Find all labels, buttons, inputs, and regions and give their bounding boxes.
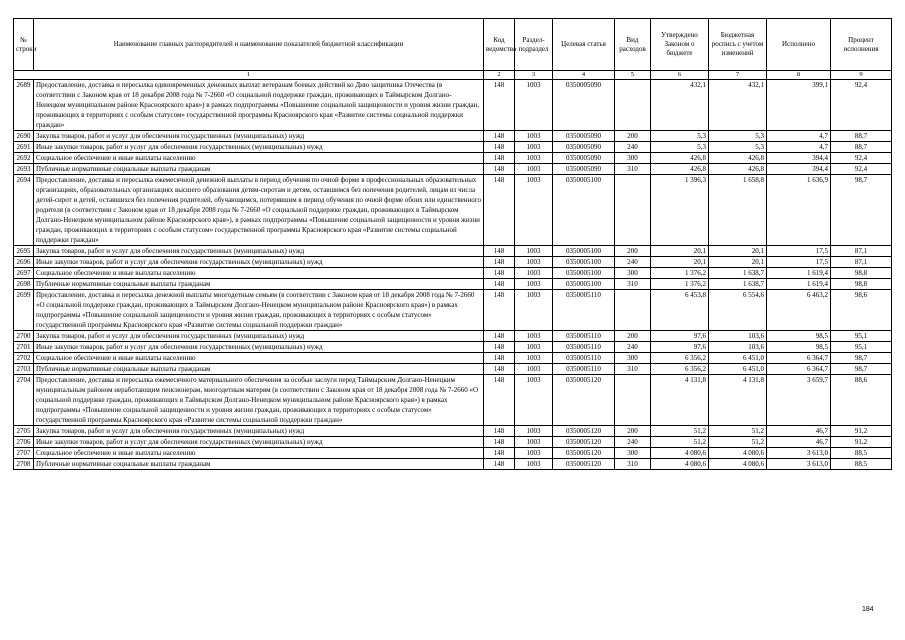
row-name-cell: Предоставление, доставка и пересылка денежной выплаты многодетным семьям (в соответствии с Законом края от 18 декабря 2008 года № 7-2660 «О социальной поддержке граждан, проживающих в Таймырском Долгано-Ненецком муниципальном районе Красноярского края») в рамках подпрограммы «Повышение социальной защищенности и уровня жизни граждан, проживающих в территориях с особым статусом» государственной программы Красноярского края «Развитие системы социальной поддержки граждан» — [34, 290, 484, 331]
expense-type-cell — [615, 80, 651, 131]
row-name-cell: Закупка товаров, работ и услуг для обеспечения государственных (муниципальных) нужд — [34, 331, 484, 342]
percent-cell: 88,6 — [831, 375, 892, 426]
budget-list-amount-cell: 4 080,6 — [709, 459, 767, 470]
percent-cell: 92,4 — [831, 153, 892, 164]
expense-type-cell: 300 — [615, 153, 651, 164]
target-article-cell: 0350005120 — [553, 426, 615, 437]
row-name-cell: Иные закупки товаров, работ и услуг для обеспечения государственных (муниципальных) нужд — [34, 342, 484, 353]
percent-cell: 91,2 — [831, 426, 892, 437]
row-name-cell: Публичные нормативные социальные выплаты гражданам — [34, 459, 484, 470]
target-article-cell: 0350005110 — [553, 342, 615, 353]
section-cell: 1003 — [515, 290, 553, 331]
page-number: 184 — [862, 606, 874, 613]
section-cell: 1003 — [515, 353, 553, 364]
ministry-code-cell: 148 — [484, 268, 515, 279]
table-row — [14, 175, 892, 246]
target-article-cell: 0350005090 — [553, 153, 615, 164]
target-article-cell: 0350005100 — [553, 246, 615, 257]
section-cell: 1003 — [515, 164, 553, 175]
executed-amount-cell: 6 364,7 — [767, 353, 831, 364]
section-cell: 1003 — [515, 342, 553, 353]
table-row — [14, 459, 892, 470]
executed-amount-cell: 17,5 — [767, 246, 831, 257]
section-cell: 1003 — [515, 279, 553, 290]
expense-type-cell: 300 — [615, 268, 651, 279]
approved-amount-cell: 97,6 — [651, 331, 709, 342]
budget-list-amount-cell: 5,3 — [709, 142, 767, 153]
expense-type-cell: 310 — [615, 364, 651, 375]
ministry-code-cell: 148 — [484, 353, 515, 364]
budget-list-amount-cell: 20,1 — [709, 257, 767, 268]
approved-amount-cell: 426,8 — [651, 153, 709, 164]
approved-amount-cell: 6 356,2 — [651, 353, 709, 364]
budget-list-amount-cell: 6 451,0 — [709, 353, 767, 364]
column-number: 7 — [709, 71, 767, 80]
budget-list-amount-cell: 1 658,8 — [709, 175, 767, 246]
table-row — [14, 268, 892, 279]
table-row — [14, 437, 892, 448]
expense-type-cell: 200 — [615, 131, 651, 142]
executed-amount-cell: 6 364,7 — [767, 364, 831, 375]
percent-cell: 91,2 — [831, 437, 892, 448]
expense-type-cell: 310 — [615, 164, 651, 175]
budget-list-amount-cell: 6 554,6 — [709, 290, 767, 331]
ministry-code-cell: 148 — [484, 426, 515, 437]
expense-type-cell — [615, 375, 651, 426]
section-cell: 1003 — [515, 257, 553, 268]
target-article-cell: 0350005110 — [553, 364, 615, 375]
row-name-cell: Иные закупки товаров, работ и услуг для обеспечения государственных (муниципальных) нужд — [34, 437, 484, 448]
header-section: Раздел-подраздел — [515, 19, 553, 71]
section-cell: 1003 — [515, 459, 553, 470]
budget-list-amount-cell: 426,8 — [709, 164, 767, 175]
percent-cell: 98,6 — [831, 290, 892, 331]
section-cell: 1003 — [515, 153, 553, 164]
expense-type-cell: 240 — [615, 342, 651, 353]
budget-list-amount-cell: 432,1 — [709, 80, 767, 131]
row-number-cell: 2705 — [14, 426, 34, 437]
row-number-cell: 2704 — [14, 375, 34, 426]
expense-type-cell: 200 — [615, 246, 651, 257]
executed-amount-cell: 4,7 — [767, 131, 831, 142]
budget-list-amount-cell: 1 638,7 — [709, 279, 767, 290]
ministry-code-cell: 148 — [484, 437, 515, 448]
table-row — [14, 153, 892, 164]
section-cell: 1003 — [515, 268, 553, 279]
row-number-cell: 2701 — [14, 342, 34, 353]
executed-amount-cell: 46,7 — [767, 426, 831, 437]
budget-list-amount-cell: 20,1 — [709, 246, 767, 257]
row-name-cell: Социальное обеспечение и иные выплаты населению — [34, 353, 484, 364]
percent-cell: 98,8 — [831, 279, 892, 290]
expense-type-cell: 200 — [615, 426, 651, 437]
column-number: 5 — [615, 71, 651, 80]
row-name-cell: Иные закупки товаров, работ и услуг для обеспечения государственных (муниципальных) нужд — [34, 142, 484, 153]
row-number-cell: 2708 — [14, 459, 34, 470]
section-cell: 1003 — [515, 426, 553, 437]
approved-amount-cell: 97,6 — [651, 342, 709, 353]
table-row — [14, 142, 892, 153]
approved-amount-cell: 5,3 — [651, 142, 709, 153]
table-header-row — [14, 19, 892, 71]
header-row-number: № строки — [14, 19, 34, 71]
column-number: 6 — [651, 71, 709, 80]
budget-list-amount-cell: 4 131,8 — [709, 375, 767, 426]
column-number: 9 — [831, 71, 892, 80]
target-article-cell: 0350005100 — [553, 175, 615, 246]
percent-cell: 95,1 — [831, 342, 892, 353]
row-number-cell: 2692 — [14, 153, 34, 164]
ministry-code-cell: 148 — [484, 459, 515, 470]
row-number-cell: 2689 — [14, 80, 34, 131]
budget-list-amount-cell: 4 080,6 — [709, 448, 767, 459]
table-row — [14, 131, 892, 142]
row-name-cell: Социальное обеспечение и иные выплаты населению — [34, 448, 484, 459]
header-target-article: Целевая статья — [553, 19, 615, 71]
row-number-cell: 2691 — [14, 142, 34, 153]
section-cell: 1003 — [515, 131, 553, 142]
expense-type-cell: 310 — [615, 459, 651, 470]
target-article-cell: 0350005090 — [553, 80, 615, 131]
expense-type-cell — [615, 175, 651, 246]
target-article-cell: 0350005120 — [553, 437, 615, 448]
column-number: 2 — [484, 71, 515, 80]
executed-amount-cell: 4,7 — [767, 142, 831, 153]
executed-amount-cell: 46,7 — [767, 437, 831, 448]
table-row — [14, 257, 892, 268]
row-number-cell: 2702 — [14, 353, 34, 364]
section-cell: 1003 — [515, 437, 553, 448]
budget-execution-table — [13, 18, 892, 470]
executed-amount-cell: 17,5 — [767, 257, 831, 268]
target-article-cell: 0350005100 — [553, 257, 615, 268]
ministry-code-cell: 148 — [484, 153, 515, 164]
header-expense-type: Вид расходов — [615, 19, 651, 71]
percent-cell: 98,7 — [831, 364, 892, 375]
approved-amount-cell: 1 376,2 — [651, 279, 709, 290]
expense-type-cell: 240 — [615, 437, 651, 448]
percent-cell: 87,1 — [831, 246, 892, 257]
budget-list-amount-cell: 51,2 — [709, 437, 767, 448]
executed-amount-cell: 394,4 — [767, 153, 831, 164]
table-row — [14, 80, 892, 131]
row-number-cell: 2697 — [14, 268, 34, 279]
percent-cell: 88,5 — [831, 459, 892, 470]
target-article-cell: 0350005110 — [553, 331, 615, 342]
approved-amount-cell: 4 080,6 — [651, 448, 709, 459]
approved-amount-cell: 51,2 — [651, 437, 709, 448]
table-row — [14, 342, 892, 353]
target-article-cell: 0350005120 — [553, 448, 615, 459]
ministry-code-cell: 148 — [484, 342, 515, 353]
row-number-cell: 2694 — [14, 175, 34, 246]
table-row — [14, 375, 892, 426]
table-row — [14, 364, 892, 375]
row-name-cell: Предоставление, доставка и пересылка ежемесячной денежной выплаты в период обучения по очной форме в профессиональных образовательных организациях, образовательных организациях высшего образования детям-сиротам и детям, оставшимся без попечения родителей, лицам из числа детей-сирот и детей, оставшихся без попечения родителей, обучающимся, потерявшим в период обучения по очной форме обоих или единственного родителя (в соответствии с Законом края от 18 декабря 2008 года № 7-2660 «О социальной поддержке граждан, проживающих в Таймырском Долгано-Ненецком муниципальном районе Красноярского края»), в рамках подпрограммы «Повышение социальной защищенности и уровня жизни граждан, проживающих в территориях с особым статусом» государственной программы Красноярского края «Развитие системы социальной поддержки граждан» — [34, 175, 484, 246]
table-row — [14, 331, 892, 342]
expense-type-cell: 240 — [615, 257, 651, 268]
expense-type-cell: 300 — [615, 353, 651, 364]
table-row — [14, 426, 892, 437]
table-row — [14, 164, 892, 175]
percent-cell: 92,4 — [831, 164, 892, 175]
executed-amount-cell: 399,1 — [767, 80, 831, 131]
table-row — [14, 353, 892, 364]
header-name: Наименование главных распорядителей и наименование показателей бюджетной классификации — [34, 19, 484, 71]
column-number: 4 — [553, 71, 615, 80]
row-name-cell: Иные закупки товаров, работ и услуг для обеспечения государственных (муниципальных) нужд — [34, 257, 484, 268]
section-cell: 1003 — [515, 375, 553, 426]
section-cell: 1003 — [515, 448, 553, 459]
section-cell: 1003 — [515, 331, 553, 342]
budget-list-amount-cell: 103,6 — [709, 331, 767, 342]
ministry-code-cell: 148 — [484, 331, 515, 342]
budget-list-amount-cell: 1 638,7 — [709, 268, 767, 279]
approved-amount-cell: 5,3 — [651, 131, 709, 142]
executed-amount-cell: 98,5 — [767, 331, 831, 342]
approved-amount-cell: 1 376,2 — [651, 268, 709, 279]
approved-amount-cell: 4 080,6 — [651, 459, 709, 470]
executed-amount-cell: 1 636,9 — [767, 175, 831, 246]
target-article-cell: 0350005110 — [553, 290, 615, 331]
approved-amount-cell: 6 453,8 — [651, 290, 709, 331]
column-number: 8 — [767, 71, 831, 80]
approved-amount-cell: 1 396,3 — [651, 175, 709, 246]
expense-type-cell — [615, 290, 651, 331]
executed-amount-cell: 1 619,4 — [767, 279, 831, 290]
ministry-code-cell: 148 — [484, 142, 515, 153]
table-row — [14, 448, 892, 459]
ministry-code-cell: 148 — [484, 279, 515, 290]
row-name-cell: Предоставление, доставка и пересылка ежемесячного материального обеспечения за особые заслуги перед Таймырским Долгано-Ненецким муниципальным районом неработающим пенсионерам, многодетным матерям (в соответствии с Законом края от 18 декабря 2008 года № 7-2660 «О социальной поддержке граждан, проживающих в Таймырском Долгано-Ненецком муниципальном районе Красноярского края») в рамках подпрограммы «Повышение социальной защищенности и уровня жизни граждан, проживающих в территориях с особым статусом» государственной программы Красноярского края «Развитие системы социальной поддержки граждан» — [34, 375, 484, 426]
ministry-code-cell: 148 — [484, 375, 515, 426]
section-cell: 1003 — [515, 175, 553, 246]
percent-cell: 88,7 — [831, 142, 892, 153]
header-budget-list: Бюджетная роспись с учетом изменений — [709, 19, 767, 71]
header-approved: Утверждено Законом о бюджете — [651, 19, 709, 71]
row-number-cell: 2696 — [14, 257, 34, 268]
executed-amount-cell: 1 619,4 — [767, 268, 831, 279]
ministry-code-cell: 148 — [484, 290, 515, 331]
approved-amount-cell: 432,1 — [651, 80, 709, 131]
ministry-code-cell: 148 — [484, 448, 515, 459]
table-row — [14, 290, 892, 331]
percent-cell: 88,5 — [831, 448, 892, 459]
approved-amount-cell: 4 131,8 — [651, 375, 709, 426]
row-name-cell: Публичные нормативные социальные выплаты гражданам — [34, 279, 484, 290]
target-article-cell: 0350005110 — [553, 353, 615, 364]
header-executed: Исполнено — [767, 19, 831, 71]
executed-amount-cell: 98,5 — [767, 342, 831, 353]
executed-amount-cell: 3 613,0 — [767, 448, 831, 459]
expense-type-cell: 310 — [615, 279, 651, 290]
approved-amount-cell: 6 356,2 — [651, 364, 709, 375]
target-article-cell: 0350005120 — [553, 459, 615, 470]
budget-list-amount-cell: 6 451,0 — [709, 364, 767, 375]
table-row — [14, 246, 892, 257]
row-number-cell: 2695 — [14, 246, 34, 257]
row-name-cell: Социальное обеспечение и иные выплаты населению — [34, 268, 484, 279]
section-cell: 1003 — [515, 246, 553, 257]
row-number-cell: 2707 — [14, 448, 34, 459]
ministry-code-cell: 148 — [484, 131, 515, 142]
approved-amount-cell: 20,1 — [651, 257, 709, 268]
executed-amount-cell: 3 613,0 — [767, 459, 831, 470]
row-name-cell: Закупка товаров, работ и услуг для обеспечения государственных (муниципальных) нужд — [34, 246, 484, 257]
target-article-cell: 0350005100 — [553, 268, 615, 279]
row-number-cell: 2698 — [14, 279, 34, 290]
target-article-cell: 0350005100 — [553, 279, 615, 290]
executed-amount-cell: 6 463,2 — [767, 290, 831, 331]
expense-type-cell: 300 — [615, 448, 651, 459]
target-article-cell: 0350005090 — [553, 131, 615, 142]
percent-cell: 88,7 — [831, 131, 892, 142]
executed-amount-cell: 3 659,7 — [767, 375, 831, 426]
section-cell: 1003 — [515, 80, 553, 131]
row-name-cell: Публичные нормативные социальные выплаты гражданам — [34, 364, 484, 375]
budget-list-amount-cell: 51,2 — [709, 426, 767, 437]
row-number-cell: 2699 — [14, 290, 34, 331]
ministry-code-cell: 148 — [484, 246, 515, 257]
row-number-cell: 2706 — [14, 437, 34, 448]
executed-amount-cell: 394,4 — [767, 164, 831, 175]
ministry-code-cell: 148 — [484, 175, 515, 246]
column-number: 1 — [14, 71, 484, 80]
percent-cell: 95,1 — [831, 331, 892, 342]
ministry-code-cell: 148 — [484, 257, 515, 268]
ministry-code-cell: 148 — [484, 164, 515, 175]
expense-type-cell: 240 — [615, 142, 651, 153]
row-name-cell: Социальное обеспечение и иные выплаты населению — [34, 153, 484, 164]
row-name-cell: Предоставление, доставка и пересылка единовременных денежных выплат ветеранам боевых действий ко Дню защитника Отечества (в соответствии с Законом края от 18 декабря 2008 года № 7-2660 «О социальной поддержке граждан, проживающих в Таймырском Долгано-Ненецком муниципальном районе Красноярского края») в рамках подпрограммы «Повышение социальной защищенности и уровня жизни граждан, проживающих в территориях с особым статусом» государственной программы Красноярского края «Развитие системы социальной поддержки граждан» — [34, 80, 484, 131]
header-ministry-code: Код ведомства — [484, 19, 515, 71]
row-name-cell: Закупка товаров, работ и услуг для обеспечения государственных (муниципальных) нужд — [34, 131, 484, 142]
row-number-cell: 2703 — [14, 364, 34, 375]
percent-cell: 98,8 — [831, 268, 892, 279]
section-cell: 1003 — [515, 142, 553, 153]
target-article-cell: 0350005090 — [553, 164, 615, 175]
budget-list-amount-cell: 426,8 — [709, 153, 767, 164]
expense-type-cell: 200 — [615, 331, 651, 342]
column-number: 3 — [515, 71, 553, 80]
budget-list-amount-cell: 103,6 — [709, 342, 767, 353]
budget-list-amount-cell: 5,3 — [709, 131, 767, 142]
ministry-code-cell: 148 — [484, 80, 515, 131]
row-name-cell: Закупка товаров, работ и услуг для обеспечения государственных (муниципальных) нужд — [34, 426, 484, 437]
approved-amount-cell: 426,8 — [651, 164, 709, 175]
percent-cell: 87,1 — [831, 257, 892, 268]
column-number-row — [14, 71, 892, 80]
section-cell: 1003 — [515, 364, 553, 375]
target-article-cell: 0350005090 — [553, 142, 615, 153]
percent-cell: 92,4 — [831, 80, 892, 131]
header-percent: Процент исполнения — [831, 19, 892, 71]
approved-amount-cell: 20,1 — [651, 246, 709, 257]
table-row — [14, 279, 892, 290]
table-body — [14, 80, 892, 470]
row-number-cell: 2693 — [14, 164, 34, 175]
percent-cell: 98,7 — [831, 353, 892, 364]
row-name-cell: Публичные нормативные социальные выплаты гражданам — [34, 164, 484, 175]
approved-amount-cell: 51,2 — [651, 426, 709, 437]
target-article-cell: 0350005120 — [553, 375, 615, 426]
row-number-cell: 2690 — [14, 131, 34, 142]
percent-cell: 98,7 — [831, 175, 892, 246]
row-number-cell: 2700 — [14, 331, 34, 342]
ministry-code-cell: 148 — [484, 364, 515, 375]
